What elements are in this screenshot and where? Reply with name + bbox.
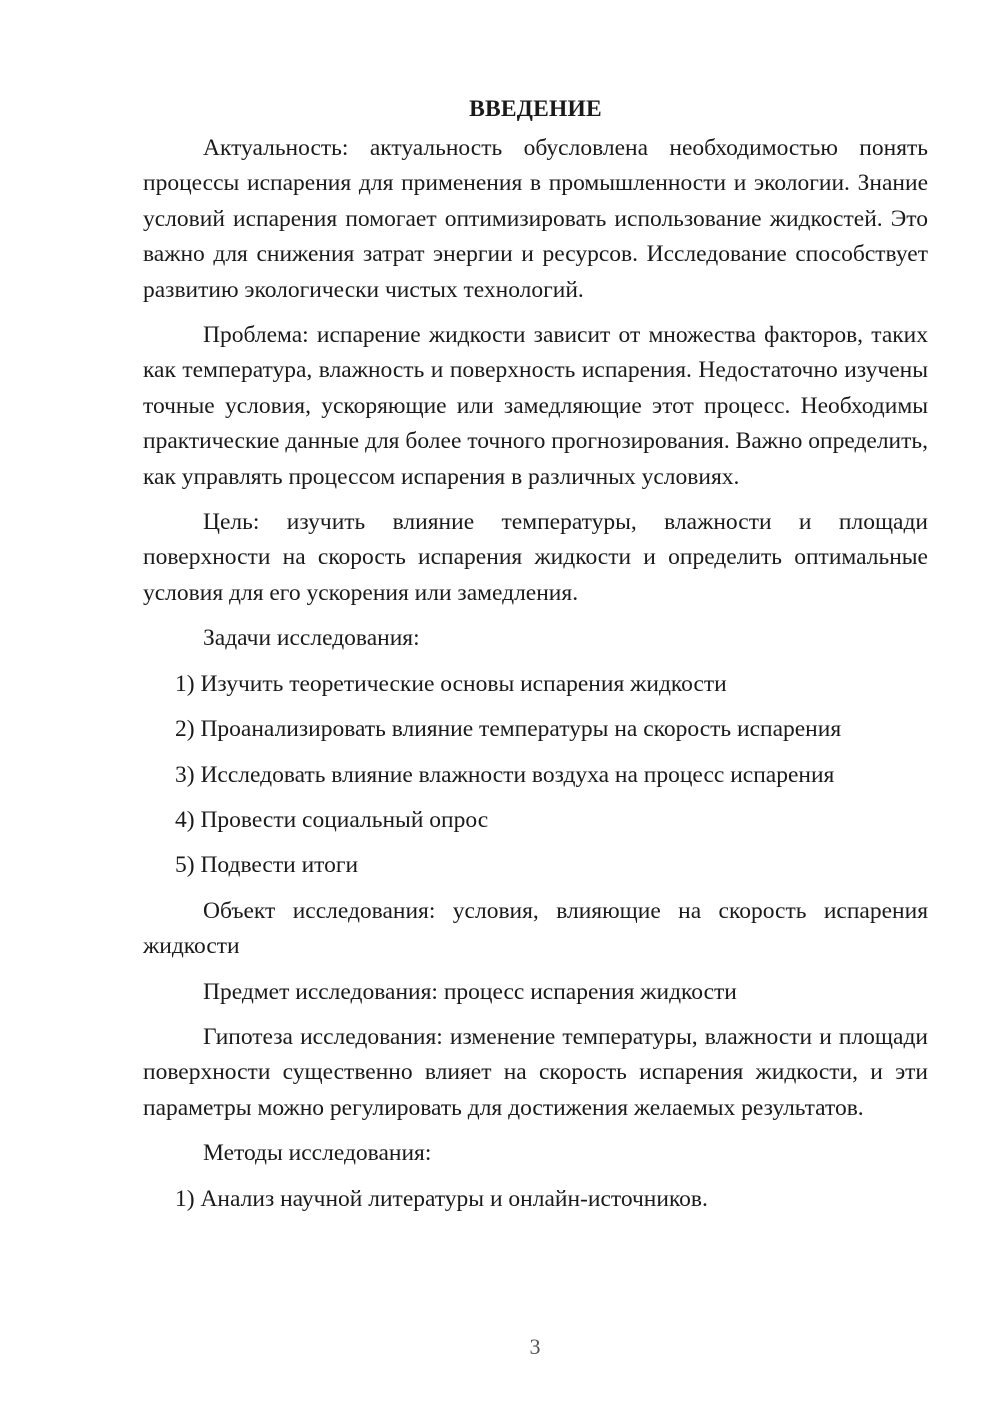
section-title: ВВЕДЕНИЕ (469, 96, 602, 122)
paragraph-object: Объект исследования: условия, влияющие на скорость испарения жидкости (143, 897, 928, 960)
paragraph-hypothesis: Гипотеза исследования: изменение температуры, влажности и площади поверхности существенно влияет на скорость испарения жидкости, и эти параметры можно регулировать для достижения желаемых результатов. (143, 1023, 928, 1121)
page-number: 3 (529, 1334, 541, 1359)
paragraph-methods-heading: Методы исследования: (203, 1140, 432, 1167)
task-item: 3) Исследовать влияние влажности воздуха на процесс испарения (175, 761, 835, 788)
paragraph-subject: Предмет исследования: процесс испарения жидкости (203, 978, 737, 1005)
page-content (143, 92, 928, 1227)
task-item: 4) Провести социальный опрос (175, 806, 489, 833)
task-item: 5) Подвести итоги (175, 852, 359, 879)
paragraph-tasks-heading: Задачи исследования: (203, 625, 420, 652)
task-item: 1) Изучить теоретические основы испарения жидкости (175, 670, 727, 697)
task-item: 2) Проанализировать влияние температуры на скорость испарения (175, 716, 842, 743)
paragraph-goal: Цель: изучить влияние температуры, влажности и площади поверхности на скорость испарения жидкости и определить оптимальные условия для его ускорения или замедления. (143, 509, 928, 606)
paragraph-problem: Проблема: испарение жидкости зависит от множества факторов, таких как температура, влажность и поверхность испарения. Недостаточно изучены точные условия, ускоряющие или замедляющие этот процесс. Необходимы практические данные для более точного прогнозирования. Важно определить, как управлять процессом испарения в различных условиях. (143, 322, 928, 490)
method-item: 1) Анализ научной литературы и онлайн-источников. (175, 1185, 708, 1212)
paragraph-relevance: Актуальность: актуальность обусловлена необходимостью понять процессы испарения для применения в промышленности и экологии. Знание условий испарения помогает оптимизировать использование жидкостей. Это важно для снижения затрат энергии и ресурсов. Исследование способствует развитию экологически чистых технологий. (143, 135, 928, 303)
